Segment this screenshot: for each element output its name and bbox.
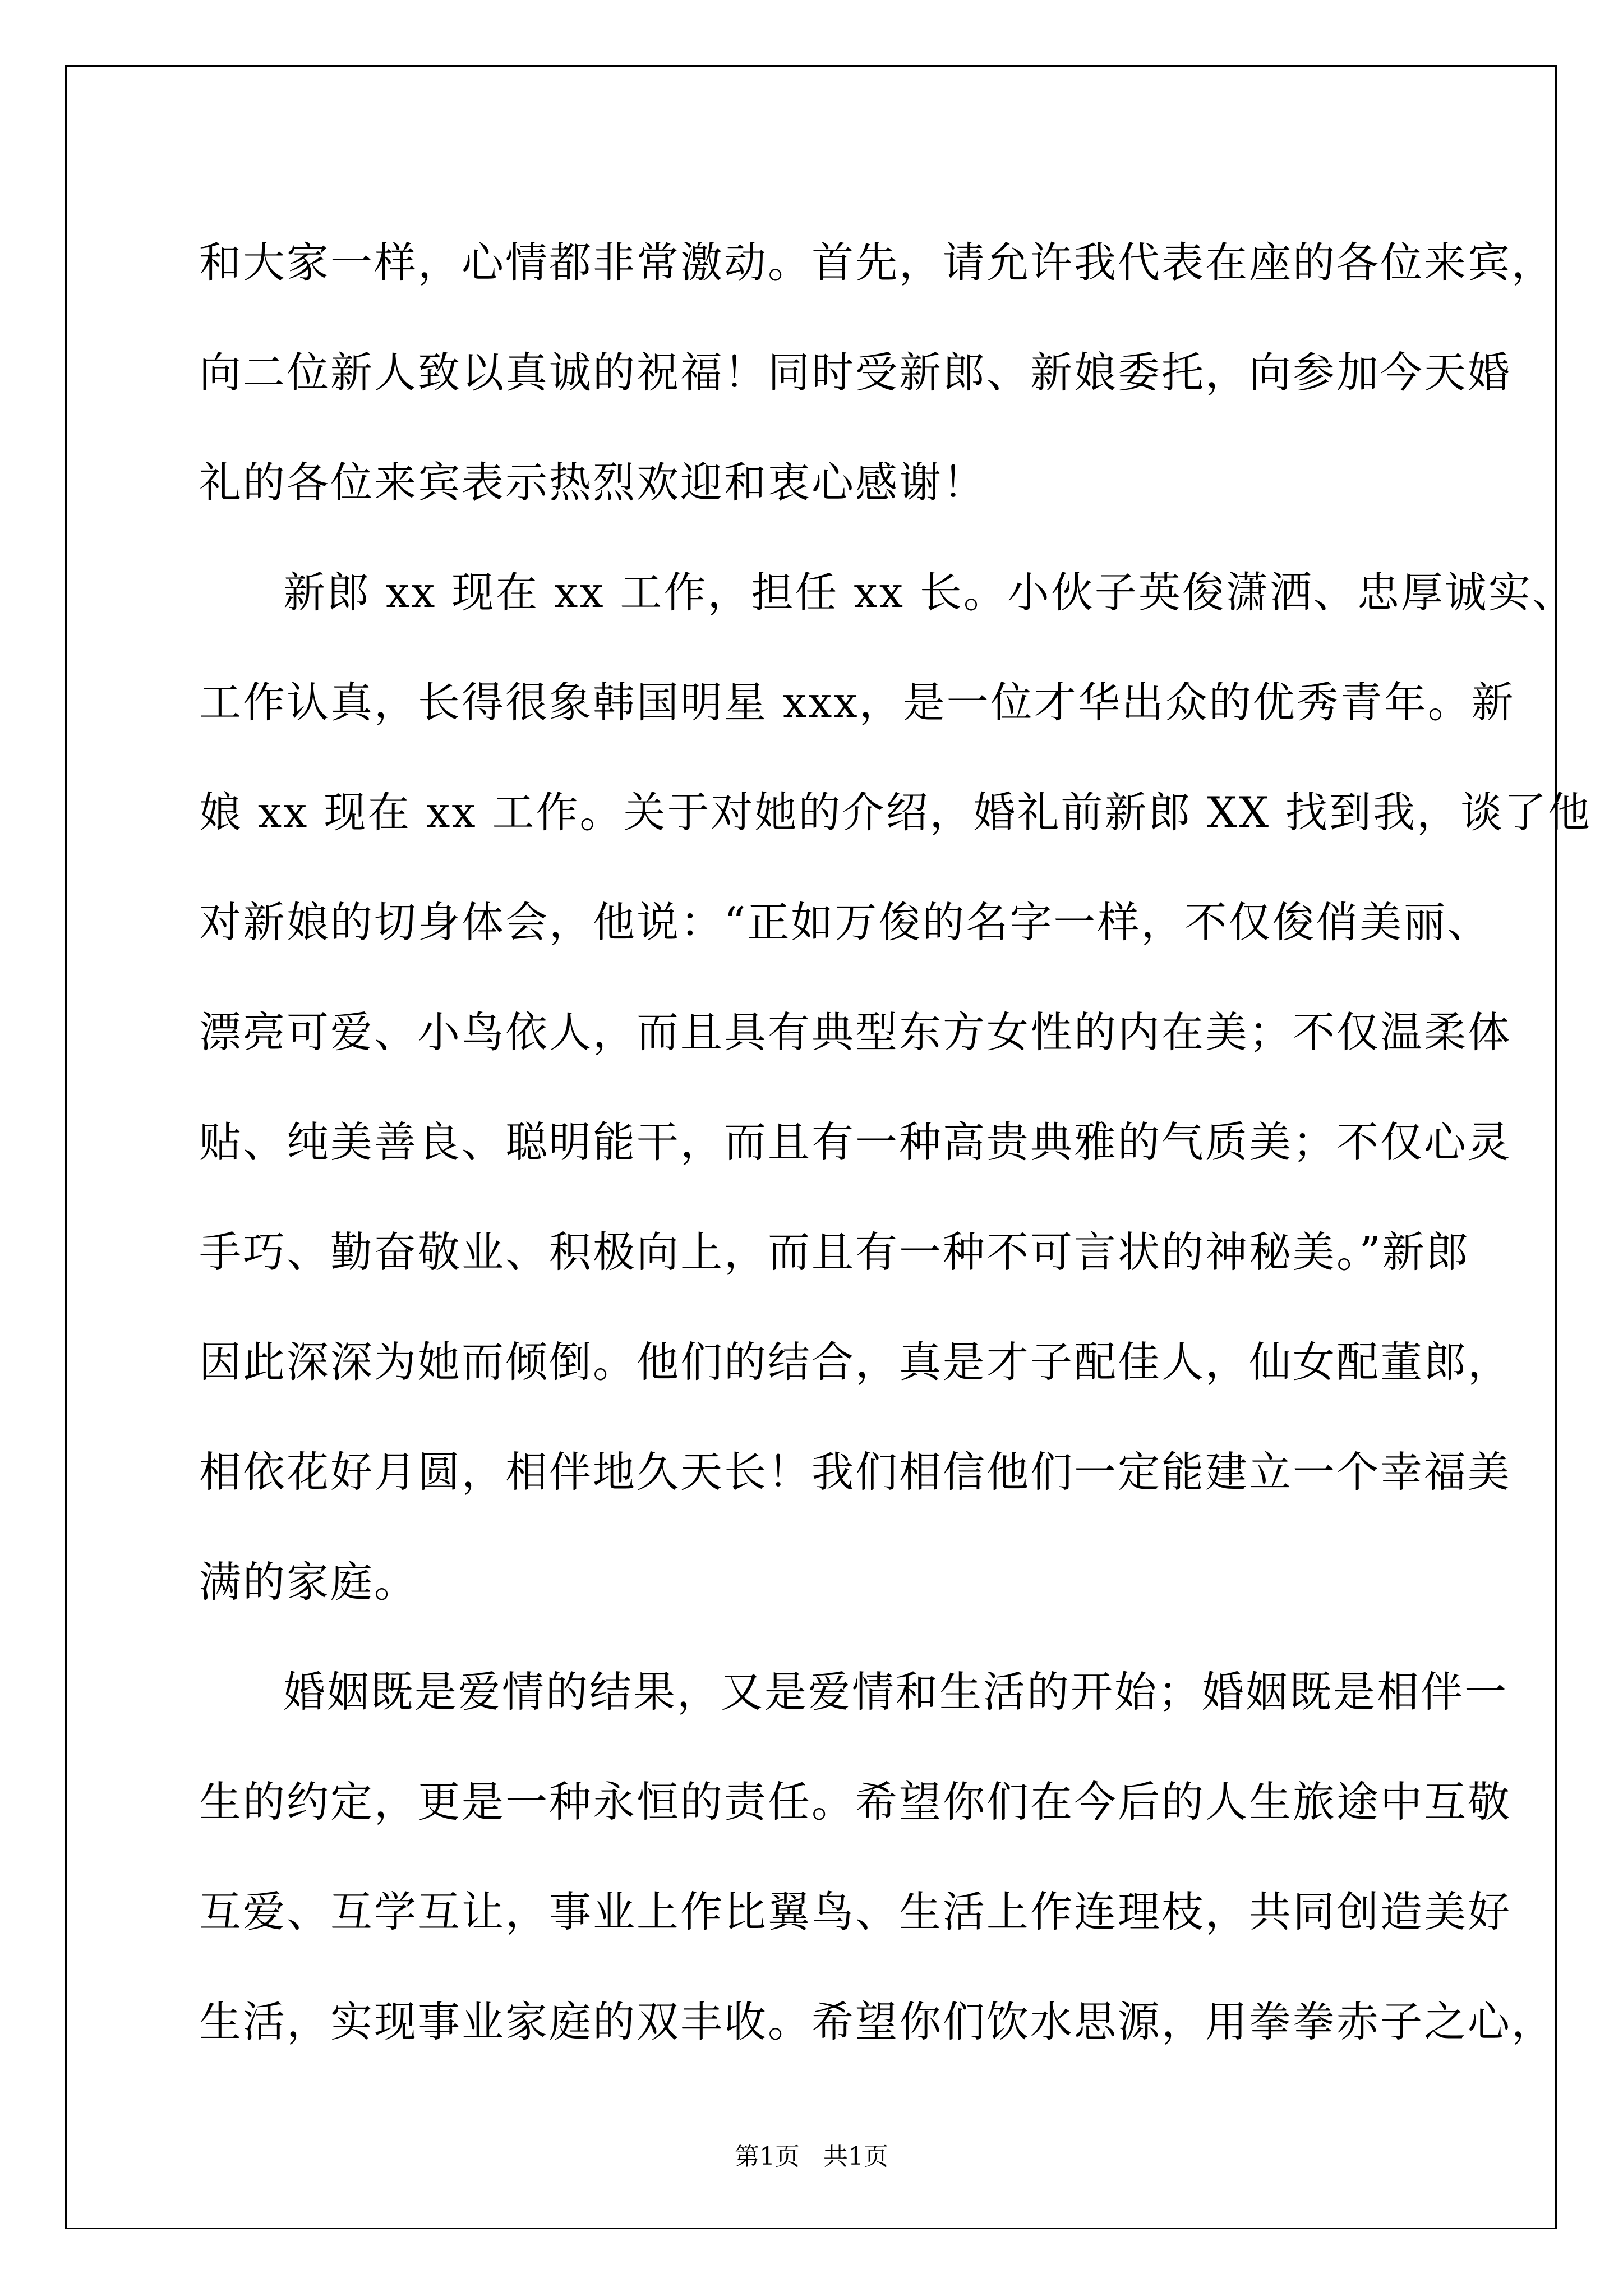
page-number-footer: 第1页 共1页 <box>735 2142 888 2171</box>
text-line: 漂亮可爱、小鸟依人，而且具有典型东方女性的内在美；不仅温柔体 <box>199 1007 1512 1057</box>
text-line: 工作认真，长得很象韩国明星 xxx，是一位才华出众的优秀青年。新 <box>199 678 1515 727</box>
text-line: 生活，实现事业家庭的双丰收。希望你们饮水思源，用拳拳赤子之心， <box>199 1997 1556 2046</box>
text-line: 手巧、勤奋敬业、积极向上，而且有一种不可言状的神秘美。”新郎 <box>199 1227 1470 1277</box>
text-line: 生的约定，更是一种永恒的责任。希望你们在今后的人生旅途中互敬 <box>199 1777 1512 1826</box>
text-line: 和大家一样，心情都非常激动。首先，请允许我代表在座的各位来宾， <box>199 238 1556 287</box>
text-line: 向二位新人致以真诚的祝福！同时受新郎、新娘委托，向参加今天婚 <box>199 348 1512 397</box>
text-line: 相依花好月圆，相伴地久天长！我们相信他们一定能建立一个幸福美 <box>199 1447 1512 1497</box>
text-line: 礼的各位来宾表示热烈欢迎和衷心感谢！ <box>199 458 987 507</box>
document-body <box>199 208 1592 2077</box>
text-line: 娘 xx 现在 xx 工作。关于对她的介绍，婚礼前新郎 XX 找到我，谈了他 <box>199 788 1592 837</box>
text-line: 满的家庭。 <box>199 1557 418 1607</box>
text-line: 对新娘的切身体会，他说：“正如万俊的名字一样，不仅俊俏美丽、 <box>199 898 1491 947</box>
text-line: 互爱、互学互让，事业上作比翼鸟、生活上作连理枝，共同创造美好 <box>199 1887 1512 1936</box>
paragraph-start-line: 婚姻既是爱情的结果，又是爱情和生活的开始；婚姻既是相伴一 <box>283 1667 1509 1717</box>
text-line: 因此深深为她而倾倒。他们的结合，真是才子配佳人，仙女配董郎， <box>199 1337 1512 1387</box>
text-line: 贴、纯美善良、聪明能干，而且有一种高贵典雅的气质美；不仅心灵 <box>199 1117 1512 1167</box>
paragraph-start-line: 新郎 xx 现在 xx 工作，担任 xx 长。小伙子英俊潇洒、忠厚诚实、 <box>283 568 1576 617</box>
